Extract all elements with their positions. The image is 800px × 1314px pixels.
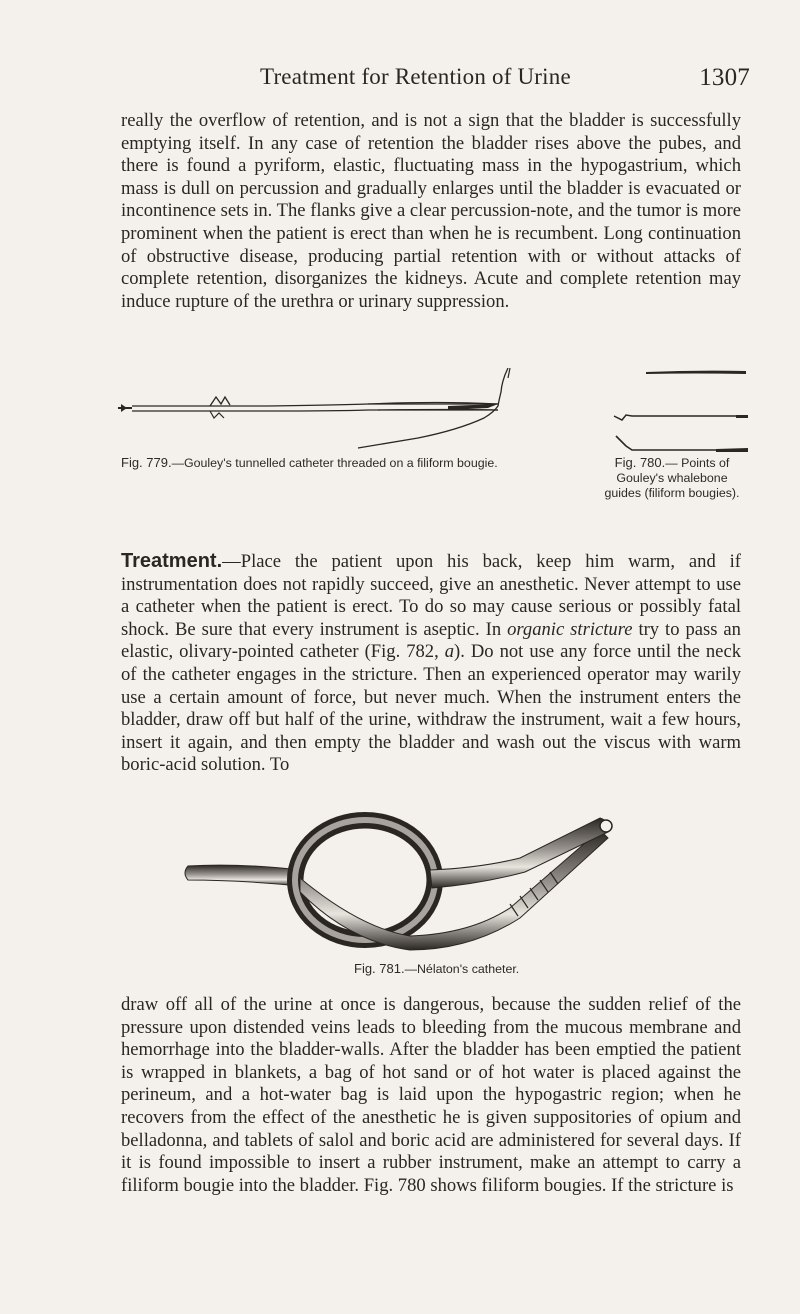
figure-780-illustration	[596, 368, 756, 452]
paragraph-aftercare: draw off all of the urine at once is dangerous, because the sudden relief of the pressure upon distended veins leads to bleeding from the mucous membrane and hemorrhage into the bladder-walls. After the bladder has been emptied the patient is wrapped in blankets, a bag of hot sand or of hot water is placed against the perineum, and a hot-water bag is laid upon the hypogastric region; when he recovers from the effect of the anesthetic he is given suppositories of opium and belladonna, and tablets of salol and boric acid are administered for several days. If it is found impossible to insert a rubber instrument, make an attempt to carry a filiform bougie into the bladder. Fig. 780 shows filiform bougies. If the stricture is	[121, 994, 741, 1196]
figure-781-text: —Nélaton's catheter.	[404, 962, 520, 976]
treatment-italic-a: a	[444, 641, 455, 663]
figure-780-caption	[598, 455, 746, 501]
treatment-italic-organic-stricture: organic stricture	[507, 618, 633, 640]
paragraph-treatment	[121, 550, 741, 777]
figure-779-text: —Gouley's tunnelled catheter threaded on a filiform bougie.	[171, 456, 498, 470]
whalebone-guides-drawing	[596, 368, 756, 452]
treatment-text-b: try to pass an elastic, olivary-pointed catheter (Fig. 782,	[121, 618, 741, 663]
figure-779-illustration	[118, 368, 578, 452]
paragraph-retention-signs: really the overflow of retention, and is not a sign that the bladder is successfully emptying itself. In any case of retention the bladder rises above the pubes, and there is found a pyriform, elastic, fluctuating mass in the hypogastrium, which mass is dull on percussion and gradually enlarges until the bladder is evacuated or incontinence sets in. The flanks give a clear percussion-note, and the tumor is more prominent when the patient is erect than when he is recumbent. Long continuation of obstructive disease, producing partial retention with or without attacks of complete retention, disorganizes the kidneys. Acute and complete retention may induce rupture of the urethra or urinary suppression.	[121, 110, 741, 312]
figure-780-number: Fig. 780.	[614, 455, 666, 470]
figure-779-number: Fig. 779.	[121, 455, 172, 470]
nelaton-catheter-drawing	[180, 808, 620, 958]
running-head-title: Treatment for Retention of Urine	[260, 64, 571, 89]
tunnelled-catheter-drawing	[118, 368, 578, 452]
figure-781-illustration	[180, 808, 620, 958]
figure-780-text: — Points of Gouley's whalebone guides (filiform bougies).	[604, 456, 740, 500]
treatment-text-c: ). Do not use any force until the neck of the catheter engages in the stricture. Then an experienced operator may warily use a certain amount of force, but never much. When the instrument enters the bladder, draw off but half of the urine, withdraw the instrument, wait a few hours, insert it again, and then empty the bladder and wash out the viscus with warm boric-acid solution. To	[121, 641, 741, 776]
figure-779-caption	[121, 455, 498, 471]
figure-781-caption	[354, 961, 519, 977]
figure-781-number: Fig. 781.	[354, 961, 405, 976]
section-heading-treatment: Treatment.	[121, 550, 223, 572]
page-number: 1307	[699, 64, 750, 91]
treatment-text-a: —Place the patient upon his back, keep him warm, and if instrumentation does not rapidly succeed, give an anesthetic. Never attempt to use a catheter when the patient is erect. To do so may cause serious or possibly fatal shock. Be sure that every instrument is aseptic. In	[121, 551, 741, 640]
